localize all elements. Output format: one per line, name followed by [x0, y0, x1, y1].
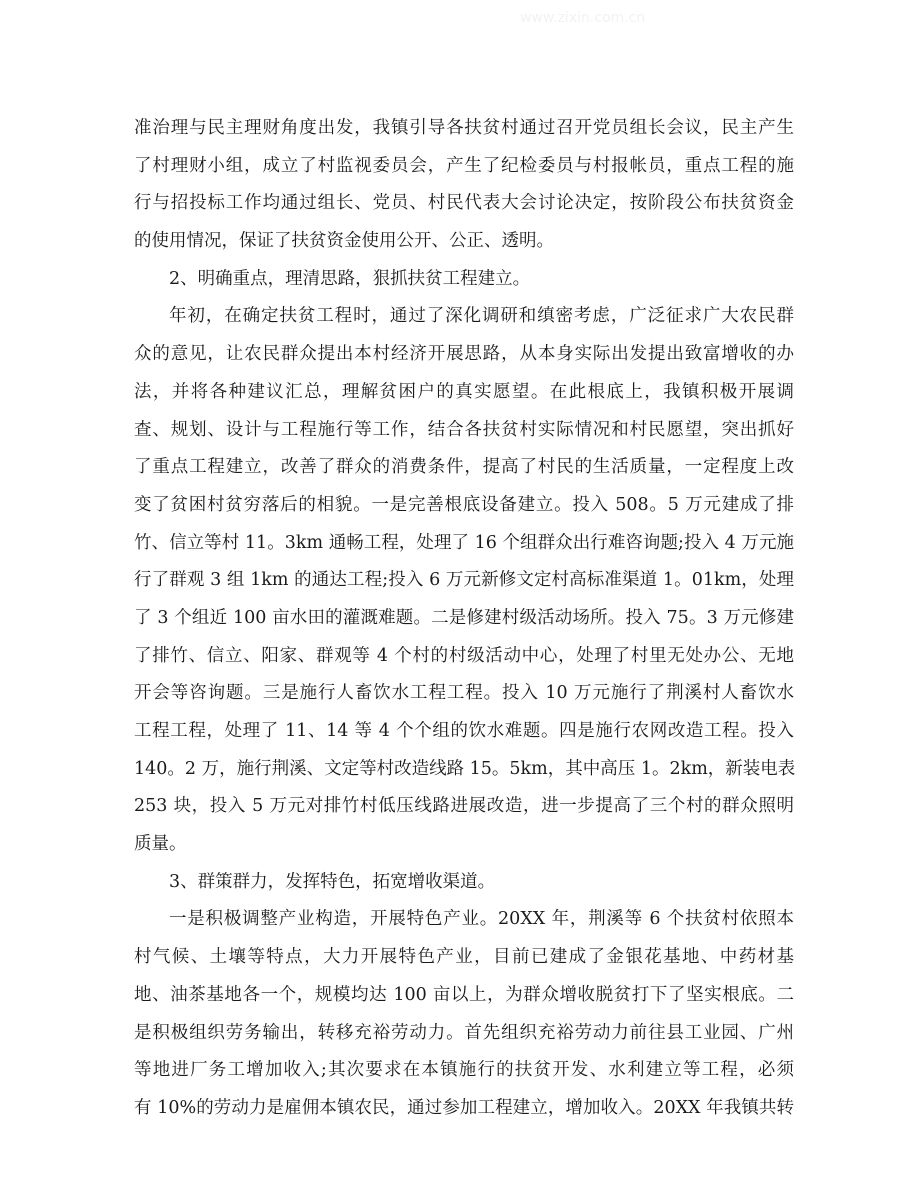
text-line: 年初，在确定扶贫工程时，通过了深化调研和缜密考虑，广泛征求广大农民群	[169, 306, 794, 327]
text-line: 行了群观 3 组 1km 的通达工程;投入 6 万元新修文定村高标准渠道 1。01km，处理	[134, 570, 794, 591]
text-line: 是积极组织劳务输出，转移充裕劳动力。首先组织充裕劳动力前往县工业园、广州	[134, 1022, 794, 1043]
section-heading: 3、群策群力，发挥特色，拓宽增收渠道。	[169, 871, 496, 892]
text-line: 了排竹、信立、阳家、群观等 4 个村的村级活动中心，处理了村里无处办公、无地	[134, 645, 794, 666]
text-line: 地、油茶基地各一个，规模均达 100 亩以上，为群众增收脱贫打下了坚实根底。二	[134, 984, 794, 1005]
text-line: 工程工程，处理了 11、14 等 4 个个组的饮水难题。四是施行农网改造工程。投入	[134, 721, 794, 741]
text-line: 竹、信立等村 11。3km 通畅工程，处理了 16 个组群众出行难咨询题;投入 4 万元施	[134, 532, 794, 553]
text-line: 质量。	[134, 834, 187, 855]
watermark: www.zixin.com.cn	[520, 10, 646, 26]
section-heading: 2、明确重点，理清思路，狠抓扶贫工程建立。	[169, 268, 531, 289]
text-line: 的使用情况，保证了扶贫资金使用公开、公正、透明。	[134, 231, 554, 252]
text-line: 了 3 个组近 100 亩水田的灌溉难题。二是修建村级活动场所。投入 75。3 万元修建	[134, 607, 794, 628]
text-line: 有 10%的劳动力是雇佣本镇农民，通过参加工程建立，增加收入。20XX 年我镇共转	[134, 1097, 794, 1118]
text-line: 253 块，投入 5 万元对排竹村低压线路进展改造，进一步提高了三个村的群众照明	[134, 796, 794, 817]
text-line: 等地进厂务工增加收入;其次要求在本镇施行的扶贫开发、水利建立等工程，必须	[134, 1060, 794, 1081]
text-line: 法，并将各种建议汇总，理解贫困户的真实愿望。在此根底上，我镇积极开展调	[134, 381, 794, 402]
text-line: 准治理与民主理财角度出发，我镇引导各扶贫村通过召开党员组长会议，民主产生	[134, 118, 794, 138]
text-line: 一是积极调整产业构造，开展特色产业。20XX 年，荆溪等 6 个扶贫村依照本	[169, 909, 794, 930]
text-line: 了重点工程建立，改善了群众的消费条件，提高了村民的生活质量，一定程度上改	[134, 457, 794, 478]
text-line: 了村理财小组，成立了村监视委员会，产生了纪检委员与村报帐员，重点工程的施	[134, 155, 794, 176]
text-line: 变了贫困村贫穷落后的相貌。一是完善根底设备建立。投入 508。5 万元建成了排	[134, 494, 794, 515]
text-line: 行与招投标工作均通过组长、党员、村民代表大会讨论决定，按阶段公布扶贫资金	[134, 193, 794, 214]
text-line: 查、规划、设计与工程施行等工作，结合各扶贫村实际情况和村民愿望，突出抓好	[134, 419, 794, 440]
text-line: 开会等咨询题。三是施行人畜饮水工程工程。投入 10 万元施行了荆溪村人畜饮水	[134, 683, 794, 704]
document-body	[134, 110, 794, 1128]
text-line: 140。2 万，施行荆溪、文定等村改造线路 15。5km，其中高压 1。2km，新装电表	[134, 758, 796, 779]
text-line: 村气候、土壤等特点，大力开展特色产业，目前已建成了金银花基地、中药材基	[134, 947, 794, 968]
text-line: 众的意见，让农民群众提出本村经济开展思路，从本身实际出发提出致富增收的办	[134, 344, 794, 365]
